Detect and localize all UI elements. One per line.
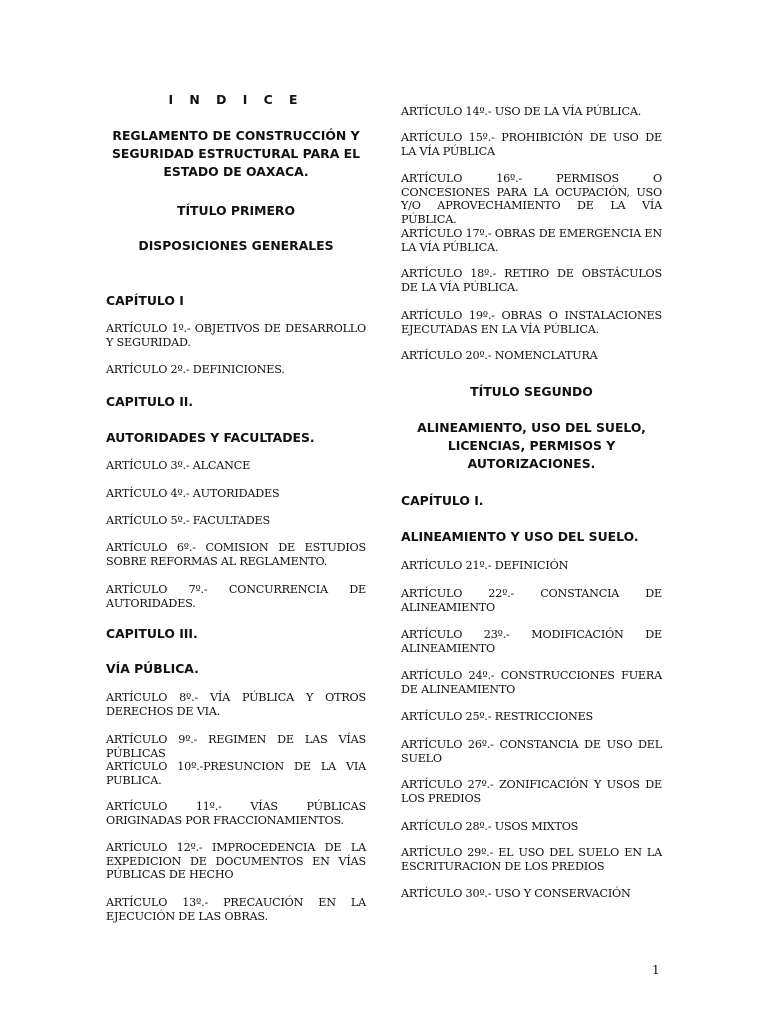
chapter-heading: CAPÍTULO I: [106, 293, 184, 308]
document-title: REGLAMENTO DE CONSTRUCCIÓN Y SEGURIDAD ESTRUCTURAL PARA EL ESTADO DE OAXACA.: [112, 128, 360, 179]
article-2: ARTÍCULO 2º.- DEFINICIONES.: [106, 363, 285, 376]
article-18: ARTÍCULO 18º.- RETIRO DE OBSTÁCULOS DE LA VÍA PÚBLICA.: [401, 267, 662, 294]
article-17: ARTÍCULO 17º.- OBRAS DE EMERGENCIA EN LA VÍA PÚBLICA.: [401, 227, 662, 254]
article-16: ARTÍCULO 16º.- PERMISOS O CONCESIONES PARA LA OCUPACIÓN, USO Y/O APROVECHAMIENTO DE LA VÍA PÚBLICA.: [401, 172, 662, 226]
article-7: ARTÍCULO 7º.- CONCURRENCIA DE AUTORIDADES.: [106, 583, 366, 610]
title-one-heading: TÍTULO PRIMERO: [177, 203, 295, 218]
article-14: ARTÍCULO 14º.- USO DE LA VÍA PÚBLICA.: [401, 105, 642, 118]
page-number: 1: [652, 963, 660, 977]
chapter-subheading: ALINEAMIENTO Y USO DEL SUELO.: [401, 529, 639, 544]
article-22: ARTÍCULO 22º.- CONSTANCIA DE ALINEAMIENTO: [401, 587, 662, 614]
article-26: ARTÍCULO 26º.- CONSTANCIA DE USO DEL SUELO: [401, 738, 662, 765]
article-8: ARTÍCULO 8º.- VÍA PÚBLICA Y OTROS DERECHOS DE VIA.: [106, 691, 366, 718]
title-two-heading: TÍTULO SEGUNDO: [470, 384, 593, 399]
chapter-heading: CAPITULO III.: [106, 626, 198, 641]
article-15: ARTÍCULO 15º.- PROHIBICIÓN DE USO DE LA VÍA PÚBLICA: [401, 131, 662, 158]
title-one-subheading: DISPOSICIONES GENERALES: [138, 238, 334, 253]
index-title: I N D I C E: [168, 92, 304, 107]
article-20: ARTÍCULO 20º.- NOMENCLATURA: [401, 349, 598, 362]
article-13: ARTÍCULO 13º.- PRECAUCIÓN EN LA EJECUCIÓN DE LAS OBRAS.: [106, 896, 366, 923]
chapter-subheading: AUTORIDADES Y FACULTADES.: [106, 430, 315, 445]
article-30: ARTÍCULO 30º.- USO Y CONSERVACIÓN: [401, 887, 631, 900]
article-1: ARTÍCULO 1º.- OBJETIVOS DE DESARROLLO Y SEGURIDAD.: [106, 322, 366, 349]
article-5: ARTÍCULO 5º.- FACULTADES: [106, 514, 270, 527]
article-4: ARTÍCULO 4º.- AUTORIDADES: [106, 487, 280, 500]
article-9: ARTÍCULO 9º.- REGIMEN DE LAS VÍAS PÚBLICAS: [106, 733, 366, 760]
article-29: ARTÍCULO 29º.- EL USO DEL SUELO EN LA ESCRITURACION DE LOS PREDIOS: [401, 846, 662, 873]
article-6: ARTÍCULO 6º.- COMISION DE ESTUDIOS SOBRE REFORMAS AL REGLAMENTO.: [106, 541, 366, 568]
article-28: ARTÍCULO 28º.- USOS MIXTOS: [401, 820, 579, 833]
article-19: ARTÍCULO 19º.- OBRAS O INSTALACIONES EJECUTADAS EN LA VÍA PÚBLICA.: [401, 309, 662, 336]
article-11: ARTÍCULO 11º.- VÍAS PÚBLICAS ORIGINADAS POR FRACCIONAMIENTOS.: [106, 800, 366, 827]
article-10: ARTÍCULO 10º.-PRESUNCION DE LA VIA PUBLICA.: [106, 760, 366, 787]
chapter-heading: CAPITULO II.: [106, 394, 194, 409]
article-24: ARTÍCULO 24º.- CONSTRUCCIONES FUERA DE ALINEAMIENTO: [401, 669, 662, 696]
article-3: ARTÍCULO 3º.- ALCANCE: [106, 459, 251, 472]
chapter-subheading: VÍA PÚBLICA.: [106, 661, 199, 676]
chapter-heading: CAPÍTULO I.: [401, 493, 484, 508]
article-21: ARTÍCULO 21º.- DEFINICIÓN: [401, 559, 569, 572]
title-two-subheading: ALINEAMIENTO, USO DEL SUELO, LICENCIAS, PERMISOS Y AUTORIZACIONES.: [417, 420, 646, 471]
article-12: ARTÍCULO 12º.- IMPROCEDENCIA DE LA EXPEDICION DE DOCUMENTOS EN VÍAS PÚBLICAS DE HECHO: [106, 841, 366, 881]
article-27: ARTÍCULO 27º.- ZONIFICACIÓN Y USOS DE LOS PREDIOS: [401, 778, 662, 805]
article-23: ARTÍCULO 23º.- MODIFICACIÓN DE ALINEAMIENTO: [401, 628, 662, 655]
article-25: ARTÍCULO 25º.- RESTRICCIONES: [401, 710, 594, 723]
